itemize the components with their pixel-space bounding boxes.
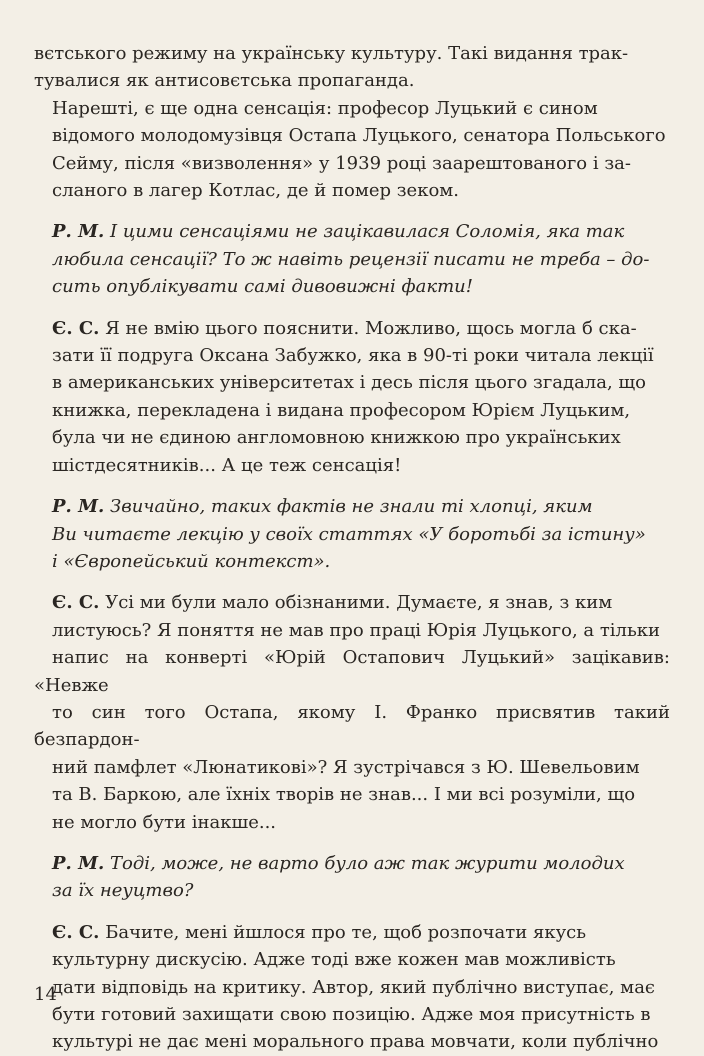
text-line: зати її подруга Оксана Забужко, яка в 90-ті роки читала лекції (52, 345, 654, 367)
answer-paragraph (34, 315, 670, 479)
paragraph-1 (34, 40, 670, 95)
question-paragraph (34, 493, 670, 575)
speaker-label: Р. М. (52, 852, 105, 874)
text-line: була чи не єдиною англомовною книжкою про українських (52, 427, 621, 449)
text-line: бути готовий захищати свою позицію. Адже моя присутність в (52, 1004, 651, 1025)
text-line: напис на конверті «Юрій Остапович Луцький» зацікавив: «Невже (34, 647, 670, 696)
speaker-label: Р. М. (52, 496, 105, 518)
text-line: листуюсь? Я поняття не мав про праці Юрія Луцького, а тільки (52, 619, 661, 641)
text-line: тувалися як антисовєтська пропаганда. (34, 70, 415, 92)
text-line (34, 493, 670, 520)
speaker-label: Є. С. (52, 317, 100, 339)
text-line: в американських університетах і десь після цього згадала, що (52, 372, 646, 394)
text-line: вєтського режиму на українську культуру. Такі видання трак- (34, 43, 629, 64)
line-text: Звичайно, таких фактів не знали ті хлопці, яким (110, 496, 593, 518)
answer-paragraph (34, 589, 670, 836)
line-text: Усі ми були мало обізнаними. Думаєте, я знав, з ким (105, 592, 613, 614)
text-line (34, 850, 670, 877)
text-line: не могло бути інакше... (52, 811, 277, 833)
page-number: 14 (34, 984, 57, 1005)
text-line: і «Європейський контекст». (52, 550, 331, 572)
speaker-label: Є. С. (52, 592, 100, 614)
text-line: та В. Баркою, але їхніх творів не знав... І ми всі розуміли, що (52, 784, 636, 806)
line-text: Тоді, може, не варто було аж так журити молодих (110, 852, 625, 874)
line-text: Бачите, мені йшлося про те, щоб розпочати якусь (105, 921, 587, 943)
line-text: Я не вмію цього пояснити. Можливо, щось могла б ска- (105, 317, 637, 339)
text-line: Ви читаєте лекцію у своїх статтях «У боротьбі за істину» (52, 523, 646, 545)
text-line (34, 919, 670, 946)
text-line: Сейму, після «визволення» у 1939 році заарештованого і за- (52, 152, 631, 174)
text-line: любила сенсації? То ж навіть рецензії писати не треба – до- (52, 248, 650, 270)
text-line: сланого в лагер Котлас, де й помер зеком. (52, 180, 460, 202)
speaker-label: Є. С. (52, 921, 100, 943)
speaker-label: Р. М. (52, 221, 105, 243)
text-line: відомого молодомузівця Остапа Луцького, сенатора Польського (52, 125, 666, 147)
text-line: за їх неуцтво? (52, 880, 194, 902)
text-line: Нарешті, є ще одна сенсація: професор Луцький є сином (52, 97, 598, 119)
text-line: шістдесятників... А це теж сенсація! (52, 454, 402, 476)
question-paragraph (34, 218, 670, 300)
text-line: культурі не дає мені морального права мовчати, коли публічно (52, 1031, 659, 1053)
text-line: культурну дискусію. Адже тоді вже кожен мав можливість (52, 949, 616, 971)
text-line: книжка, перекладена і видана професором Юрієм Луцьким, (52, 399, 631, 421)
text-line: дати відповідь на критику. Автор, який публічно виступає, має (52, 976, 655, 998)
answer-paragraph (34, 919, 670, 1056)
question-paragraph (34, 850, 670, 905)
text-line: то син того Остапа, якому І. Франко присвятив такий безпардон- (34, 701, 670, 751)
text-line: ний памфлет «Люнатикові»? Я зустрічався з Ю. Шевельовим (52, 756, 640, 778)
paragraph-2 (34, 95, 670, 205)
text-line (34, 218, 670, 245)
text-line (34, 315, 670, 342)
text-line (34, 589, 670, 616)
line-text: І цими сенсаціями не зацікавилася Соломія, яка так (110, 221, 625, 243)
text-line: сить опублікувати самі дивовижні факти! (52, 276, 473, 298)
